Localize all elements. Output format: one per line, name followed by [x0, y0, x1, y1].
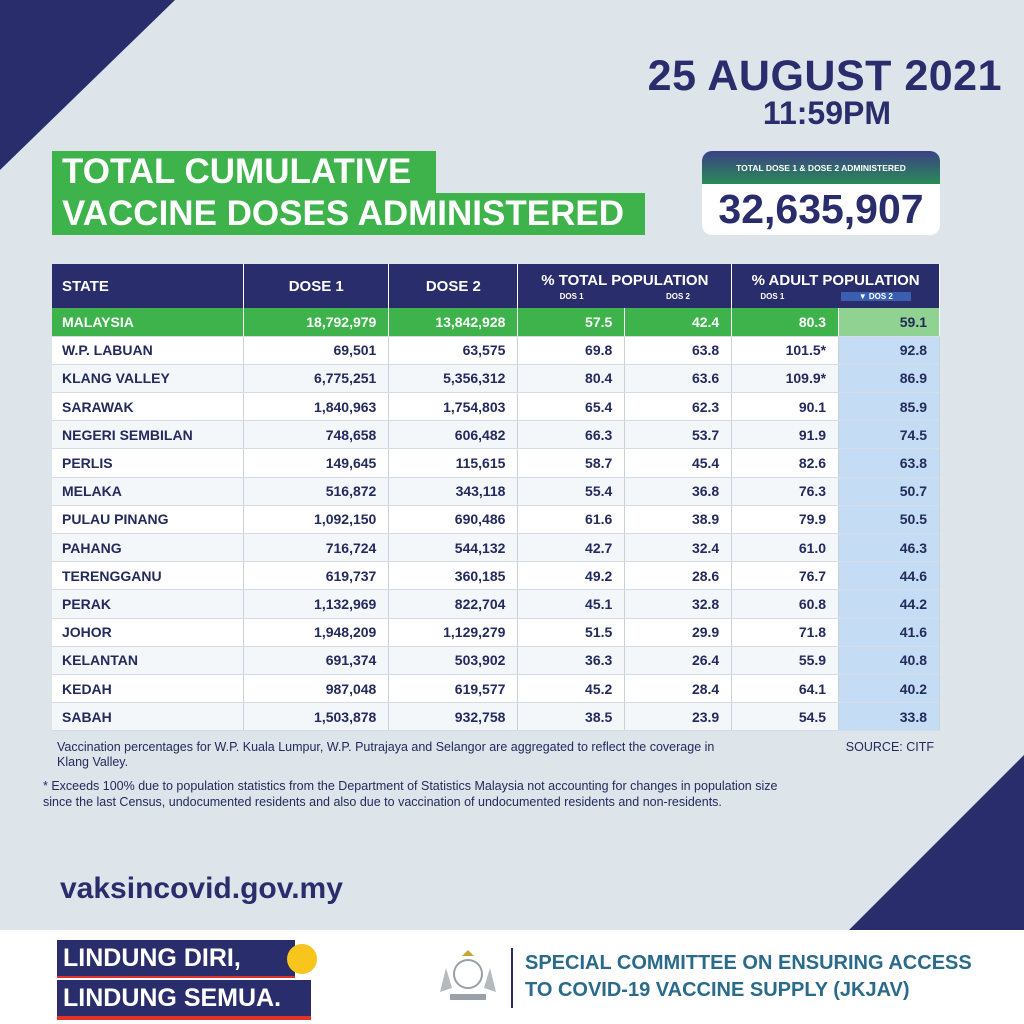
- header-dose1: DOSE 1: [244, 264, 389, 308]
- cell-adult-dos2: 63.8: [839, 449, 940, 477]
- cell-state: KLANG VALLEY: [52, 364, 244, 392]
- cell-adult-dos1: 90.1: [732, 393, 839, 421]
- cell-adult-dos1: 76.3: [732, 477, 839, 505]
- table-row: [52, 534, 940, 562]
- cell-state: MALAYSIA: [52, 308, 244, 336]
- header-dose2: DOSE 2: [389, 264, 518, 308]
- cell-state: SARAWAK: [52, 393, 244, 421]
- header-total-population: [518, 264, 732, 308]
- slogan-line-1: LINDUNG DIRI,: [57, 940, 295, 978]
- header-total-dos2: DOS 2: [665, 291, 690, 301]
- cell-state: W.P. LABUAN: [52, 336, 244, 364]
- website-url[interactable]: vaksincovid.gov.my: [60, 872, 343, 905]
- header-state: STATE: [52, 264, 244, 308]
- cell-adult-dos1: 79.9: [732, 505, 839, 533]
- table-row: [52, 393, 940, 421]
- cell-state: PULAU PINANG: [52, 505, 244, 533]
- cell-adult-dos2: 92.8: [839, 336, 940, 364]
- source-label: SOURCE: CITF: [845, 740, 934, 754]
- cell-total-dos2: 28.6: [625, 562, 732, 590]
- cell-adult-dos2: 40.8: [839, 646, 940, 674]
- cell-adult-dos1: 64.1: [732, 674, 839, 702]
- table-row: [52, 477, 940, 505]
- cell-adult-dos1: 80.3: [732, 308, 839, 336]
- cell-adult-dos2: 40.2: [839, 674, 940, 702]
- cell-adult-dos2: 50.7: [839, 477, 940, 505]
- total-doses-value: 32,635,907: [718, 186, 924, 232]
- cell-total-dos1: 45.2: [518, 674, 625, 702]
- cell-adult-dos1: 91.9: [732, 421, 839, 449]
- corner-decoration-top-left: [0, 0, 175, 170]
- cell-dose1: 1,092,150: [244, 505, 389, 533]
- cell-total-dos1: 42.7: [518, 534, 625, 562]
- cell-dose2: 63,575: [389, 336, 518, 364]
- cell-total-dos1: 69.8: [518, 336, 625, 364]
- cell-dose1: 6,775,251: [244, 364, 389, 392]
- cell-dose2: 503,902: [389, 646, 518, 674]
- table-header-row: [52, 264, 940, 308]
- corner-decoration-bottom-right: [849, 755, 1024, 930]
- cell-dose1: 1,503,878: [244, 703, 389, 731]
- cell-total-dos1: 61.6: [518, 505, 625, 533]
- cell-state: PERLIS: [52, 449, 244, 477]
- cell-dose1: 1,132,969: [244, 590, 389, 618]
- cell-state: MELAKA: [52, 477, 244, 505]
- cell-dose2: 343,118: [389, 477, 518, 505]
- header-adult-dos2-sorted: ▼ DOS 2: [841, 292, 911, 301]
- cell-dose2: 822,704: [389, 590, 518, 618]
- header-total-dos1: DOS 1: [559, 291, 584, 301]
- committee-line-1: SPECIAL COMMITTEE ON ENSURING ACCESS: [525, 952, 972, 974]
- cell-total-dos1: 66.3: [518, 421, 625, 449]
- cell-adult-dos1: 71.8: [732, 618, 839, 646]
- cell-dose1: 691,374: [244, 646, 389, 674]
- cell-dose2: 932,758: [389, 703, 518, 731]
- cell-dose2: 115,615: [389, 449, 518, 477]
- title-line-1: TOTAL CUMULATIVE: [52, 151, 436, 193]
- cell-total-dos1: 58.7: [518, 449, 625, 477]
- cell-dose1: 716,724: [244, 534, 389, 562]
- cell-state: KELANTAN: [52, 646, 244, 674]
- cell-total-dos1: 38.5: [518, 703, 625, 731]
- cell-total-dos1: 36.3: [518, 646, 625, 674]
- cell-dose1: 619,737: [244, 562, 389, 590]
- table-row-malaysia: [52, 308, 940, 336]
- cell-total-dos1: 49.2: [518, 562, 625, 590]
- slogan-logo: [57, 940, 311, 1016]
- footnote-aggregation: Vaccination percentages for W.P. Kuala Lumpur, W.P. Putrajaya and Selangor are aggregated to reflect the coverage in Klang Valley.: [57, 740, 715, 769]
- vaccine-table: [52, 264, 940, 731]
- cell-dose1: 987,048: [244, 674, 389, 702]
- committee-name: [525, 950, 972, 1004]
- cell-adult-dos2: 85.9: [839, 393, 940, 421]
- cell-adult-dos2: 44.2: [839, 590, 940, 618]
- table-row: [52, 703, 940, 731]
- cell-dose1: 149,645: [244, 449, 389, 477]
- cell-adult-dos2: 59.1: [839, 308, 940, 336]
- cell-dose1: 18,792,979: [244, 308, 389, 336]
- cell-total-dos2: 53.7: [625, 421, 732, 449]
- cell-state: NEGERI SEMBILAN: [52, 421, 244, 449]
- cell-adult-dos2: 50.5: [839, 505, 940, 533]
- cell-adult-dos2: 74.5: [839, 421, 940, 449]
- cell-total-dos2: 63.8: [625, 336, 732, 364]
- table-row: [52, 646, 940, 674]
- table-row: [52, 364, 940, 392]
- cell-total-dos1: 65.4: [518, 393, 625, 421]
- table-row: [52, 618, 940, 646]
- cell-adult-dos2: 86.9: [839, 364, 940, 392]
- cell-adult-dos1: 109.9*: [732, 364, 839, 392]
- cell-dose1: 1,948,209: [244, 618, 389, 646]
- cell-dose2: 5,356,312: [389, 364, 518, 392]
- cell-total-dos1: 55.4: [518, 477, 625, 505]
- crest-icon: [432, 948, 504, 1008]
- table-row: [52, 449, 940, 477]
- cell-adult-dos1: 54.5: [732, 703, 839, 731]
- total-doses-box: [702, 151, 940, 235]
- cell-total-dos2: 29.9: [625, 618, 732, 646]
- cell-dose2: 544,132: [389, 534, 518, 562]
- total-doses-label: TOTAL DOSE 1 & DOSE 2 ADMINISTERED: [702, 151, 940, 184]
- cell-adult-dos2: 33.8: [839, 703, 940, 731]
- table-row: [52, 505, 940, 533]
- cell-total-dos2: 32.8: [625, 590, 732, 618]
- cell-state: JOHOR: [52, 618, 244, 646]
- cell-adult-dos1: 55.9: [732, 646, 839, 674]
- footnote-exceeds: * Exceeds 100% due to population statistics from the Department of Statistics Malaysia not accounting for changes in population size since the last Census, undocumented residents and also due to vaccination of undocumented residents and non-residents.: [43, 779, 778, 809]
- cell-dose2: 360,185: [389, 562, 518, 590]
- footer-divider: [511, 948, 513, 1008]
- cell-dose2: 619,577: [389, 674, 518, 702]
- cell-dose1: 748,658: [244, 421, 389, 449]
- table-row: [52, 562, 940, 590]
- date-heading: 25 AUGUST 2021: [647, 52, 1002, 100]
- cell-adult-dos1: 61.0: [732, 534, 839, 562]
- cell-dose1: 69,501: [244, 336, 389, 364]
- cell-total-dos2: 26.4: [625, 646, 732, 674]
- cell-total-dos2: 63.6: [625, 364, 732, 392]
- cell-state: SABAH: [52, 703, 244, 731]
- cell-dose2: 13,842,928: [389, 308, 518, 336]
- table-row: [52, 336, 940, 364]
- cell-dose2: 606,482: [389, 421, 518, 449]
- cell-adult-dos2: 46.3: [839, 534, 940, 562]
- cell-adult-dos2: 44.6: [839, 562, 940, 590]
- cell-adult-dos1: 101.5*: [732, 336, 839, 364]
- cell-dose2: 1,754,803: [389, 393, 518, 421]
- cell-adult-dos1: 76.7: [732, 562, 839, 590]
- sun-icon: [287, 944, 317, 974]
- header-adult-dos1: DOS 1: [760, 291, 785, 301]
- cell-total-dos2: 38.9: [625, 505, 732, 533]
- cell-total-dos2: 23.9: [625, 703, 732, 731]
- cell-dose2: 1,129,279: [389, 618, 518, 646]
- table-row: [52, 674, 940, 702]
- cell-dose1: 516,872: [244, 477, 389, 505]
- title-line-2: VACCINE DOSES ADMINISTERED: [52, 193, 645, 235]
- cell-state: KEDAH: [52, 674, 244, 702]
- cell-total-dos2: 28.4: [625, 674, 732, 702]
- page-title: [52, 151, 645, 235]
- slogan-line-2: LINDUNG SEMUA.: [57, 980, 311, 1020]
- cell-total-dos2: 62.3: [625, 393, 732, 421]
- cell-adult-dos1: 82.6: [732, 449, 839, 477]
- cell-total-dos1: 45.1: [518, 590, 625, 618]
- cell-dose2: 690,486: [389, 505, 518, 533]
- cell-total-dos2: 42.4: [625, 308, 732, 336]
- cell-state: PERAK: [52, 590, 244, 618]
- committee-line-2: TO COVID-19 VACCINE SUPPLY (JKJAV): [525, 979, 910, 1001]
- cell-total-dos2: 32.4: [625, 534, 732, 562]
- time-heading: 11:59PM: [762, 95, 891, 131]
- footer: [0, 930, 1024, 1024]
- header-adult-population-label: % ADULT POPULATION: [751, 271, 920, 289]
- cell-adult-dos2: 41.6: [839, 618, 940, 646]
- cell-dose1: 1,840,963: [244, 393, 389, 421]
- header-total-population-label: % TOTAL POPULATION: [541, 271, 709, 289]
- header-adult-population: [732, 264, 940, 308]
- cell-state: TERENGGANU: [52, 562, 244, 590]
- cell-total-dos1: 57.5: [518, 308, 625, 336]
- cell-adult-dos1: 60.8: [732, 590, 839, 618]
- cell-total-dos1: 51.5: [518, 618, 625, 646]
- cell-total-dos1: 80.4: [518, 364, 625, 392]
- cell-total-dos2: 36.8: [625, 477, 732, 505]
- cell-state: PAHANG: [52, 534, 244, 562]
- cell-total-dos2: 45.4: [625, 449, 732, 477]
- table-row: [52, 421, 940, 449]
- table-row: [52, 590, 940, 618]
